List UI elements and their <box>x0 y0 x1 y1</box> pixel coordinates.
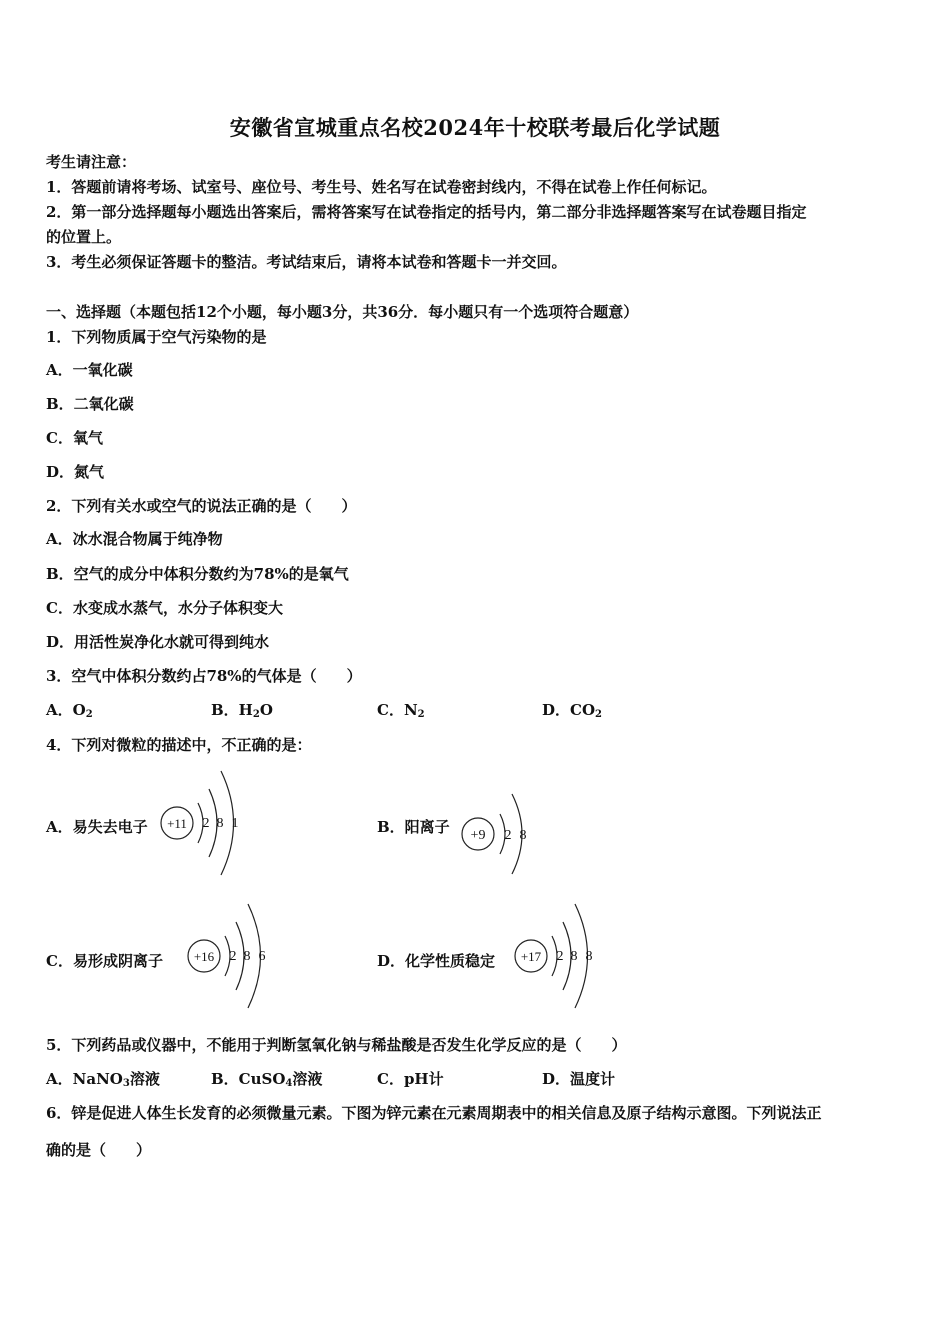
shell-1-electrons: 2 <box>229 949 237 964</box>
shell-2-electrons: 8 <box>519 828 527 843</box>
q5-stem: 5．下列药品或仪器中，不能用于判断氢氧化钠与稀盐酸是否发生化学反应的是（ ） <box>46 1036 627 1054</box>
q3-stem: 3．空气中体积分数约占78%的气体是（ ） <box>46 667 362 685</box>
q1-option-b: B．二氧化碳 <box>46 395 134 413</box>
q4-option-b-atom-diagram <box>460 790 535 880</box>
shell-2-electrons: 8 <box>216 816 224 831</box>
nucleus-charge: +17 <box>520 949 542 964</box>
q3-option-d <box>542 700 602 720</box>
q2-option-a: A．冰水混合物属于纯净物 <box>46 530 223 548</box>
q3-option-b-sub: 2 <box>252 709 260 720</box>
q2-stem: 2．下列有关水或空气的说法正确的是（ ） <box>46 497 357 515</box>
shell-3-electrons: 1 <box>231 816 239 831</box>
q6-stem-line-2: 确的是（ ） <box>46 1141 152 1159</box>
q3-option-b-text: B．H <box>211 701 253 719</box>
q5-option-c: C．pH计 <box>377 1070 444 1088</box>
q1-option-a: A．一氧化碳 <box>46 361 133 379</box>
notice-line-2: 2．第一部分选择题每小题选出答案后，需将答案写在试卷指定的括号内，第二部分非选择题答案写在试卷题目指定 <box>46 203 807 221</box>
notice-line-3: 3．考生必须保证答题卡的整洁。考试结束后，请将本试卷和答题卡一并交回。 <box>46 253 567 271</box>
shell-3-electrons: 8 <box>585 949 593 964</box>
q4-option-c-label: C．易形成阴离子 <box>46 952 163 970</box>
nucleus-charge: +16 <box>193 949 215 964</box>
page-title: 安徽省宣城重点名校2024年十校联考最后化学试题 <box>229 115 721 140</box>
q5-option-d: D．温度计 <box>542 1070 616 1088</box>
q3-option-c-sub: 2 <box>417 709 425 720</box>
q2-option-d: D．用活性炭净化水就可得到纯水 <box>46 633 270 651</box>
q5-option-a-sub: 3 <box>122 1078 130 1089</box>
q4-option-a-atom-diagram <box>158 765 248 880</box>
q4-option-d-label: D．化学性质稳定 <box>377 952 496 970</box>
q3-option-b <box>211 700 273 720</box>
shell-1-electrons: 2 <box>504 828 512 843</box>
q3-option-a-text: A．O <box>46 701 86 719</box>
notice-header: 考生请注意： <box>46 153 137 171</box>
notice-line-1: 1．答题前请将考场、试室号、座位号、考生号、姓名写在试卷密封线内，不得在试卷上作任何标记。 <box>46 178 717 196</box>
section-heading: 一、选择题（本题包括12个小题，每小题3分，共36分．每小题只有一个选项符合题意） <box>46 303 639 321</box>
q5-option-a-text: A．NaNO <box>46 1070 123 1088</box>
q5-option-a <box>46 1069 160 1089</box>
q1-option-c: C．氧气 <box>46 429 103 447</box>
q3-option-a-sub: 2 <box>85 709 93 720</box>
notice-line-2-cont: 的位置上。 <box>46 228 122 246</box>
q4-option-d-atom-diagram <box>512 898 602 1013</box>
q1-stem: 1．下列物质属于空气污染物的是 <box>46 328 267 346</box>
shell-1-electrons: 2 <box>556 949 564 964</box>
q3-option-c <box>377 700 425 720</box>
shell-1-electrons: 2 <box>202 816 210 831</box>
q6-stem-line-1: 6．锌是促进人体生长发育的必须微量元素。下图为锌元素在元素周期表中的相关信息及原子结构示意图。下列说法正 <box>46 1104 822 1122</box>
q5-option-b <box>211 1069 322 1089</box>
shell-3-electrons: 6 <box>258 949 266 964</box>
q2-option-c: C．水变成水蒸气，水分子体积变大 <box>46 599 283 617</box>
nucleus-charge: +11 <box>167 816 187 831</box>
q3-option-a <box>46 700 93 720</box>
q5-option-b-text: B．CuSO <box>211 1070 286 1088</box>
q3-option-c-text: C．N <box>377 701 418 719</box>
q5-option-b-suffix: 溶液 <box>292 1070 323 1088</box>
q1-option-d: D．氮气 <box>46 463 105 481</box>
q5-option-b-sub: 4 <box>285 1078 293 1089</box>
q3-option-d-text: D．CO <box>542 701 596 719</box>
shell-2-electrons: 8 <box>570 949 578 964</box>
q4-option-a-label: A．易失去电子 <box>46 818 148 836</box>
q4-stem: 4．下列对微粒的描述中，不正确的是： <box>46 736 312 754</box>
q4-option-c-atom-diagram <box>185 898 275 1013</box>
nucleus-charge: +9 <box>470 828 486 843</box>
q3-option-b-suffix: O <box>259 701 273 719</box>
q2-option-b: B．空气的成分中体积分数约为78%的是氧气 <box>46 565 349 583</box>
q3-option-d-sub: 2 <box>595 709 602 720</box>
shell-2-electrons: 8 <box>243 949 251 964</box>
q5-option-a-suffix: 溶液 <box>129 1070 160 1088</box>
q4-option-b-label: B．阳离子 <box>377 818 450 836</box>
